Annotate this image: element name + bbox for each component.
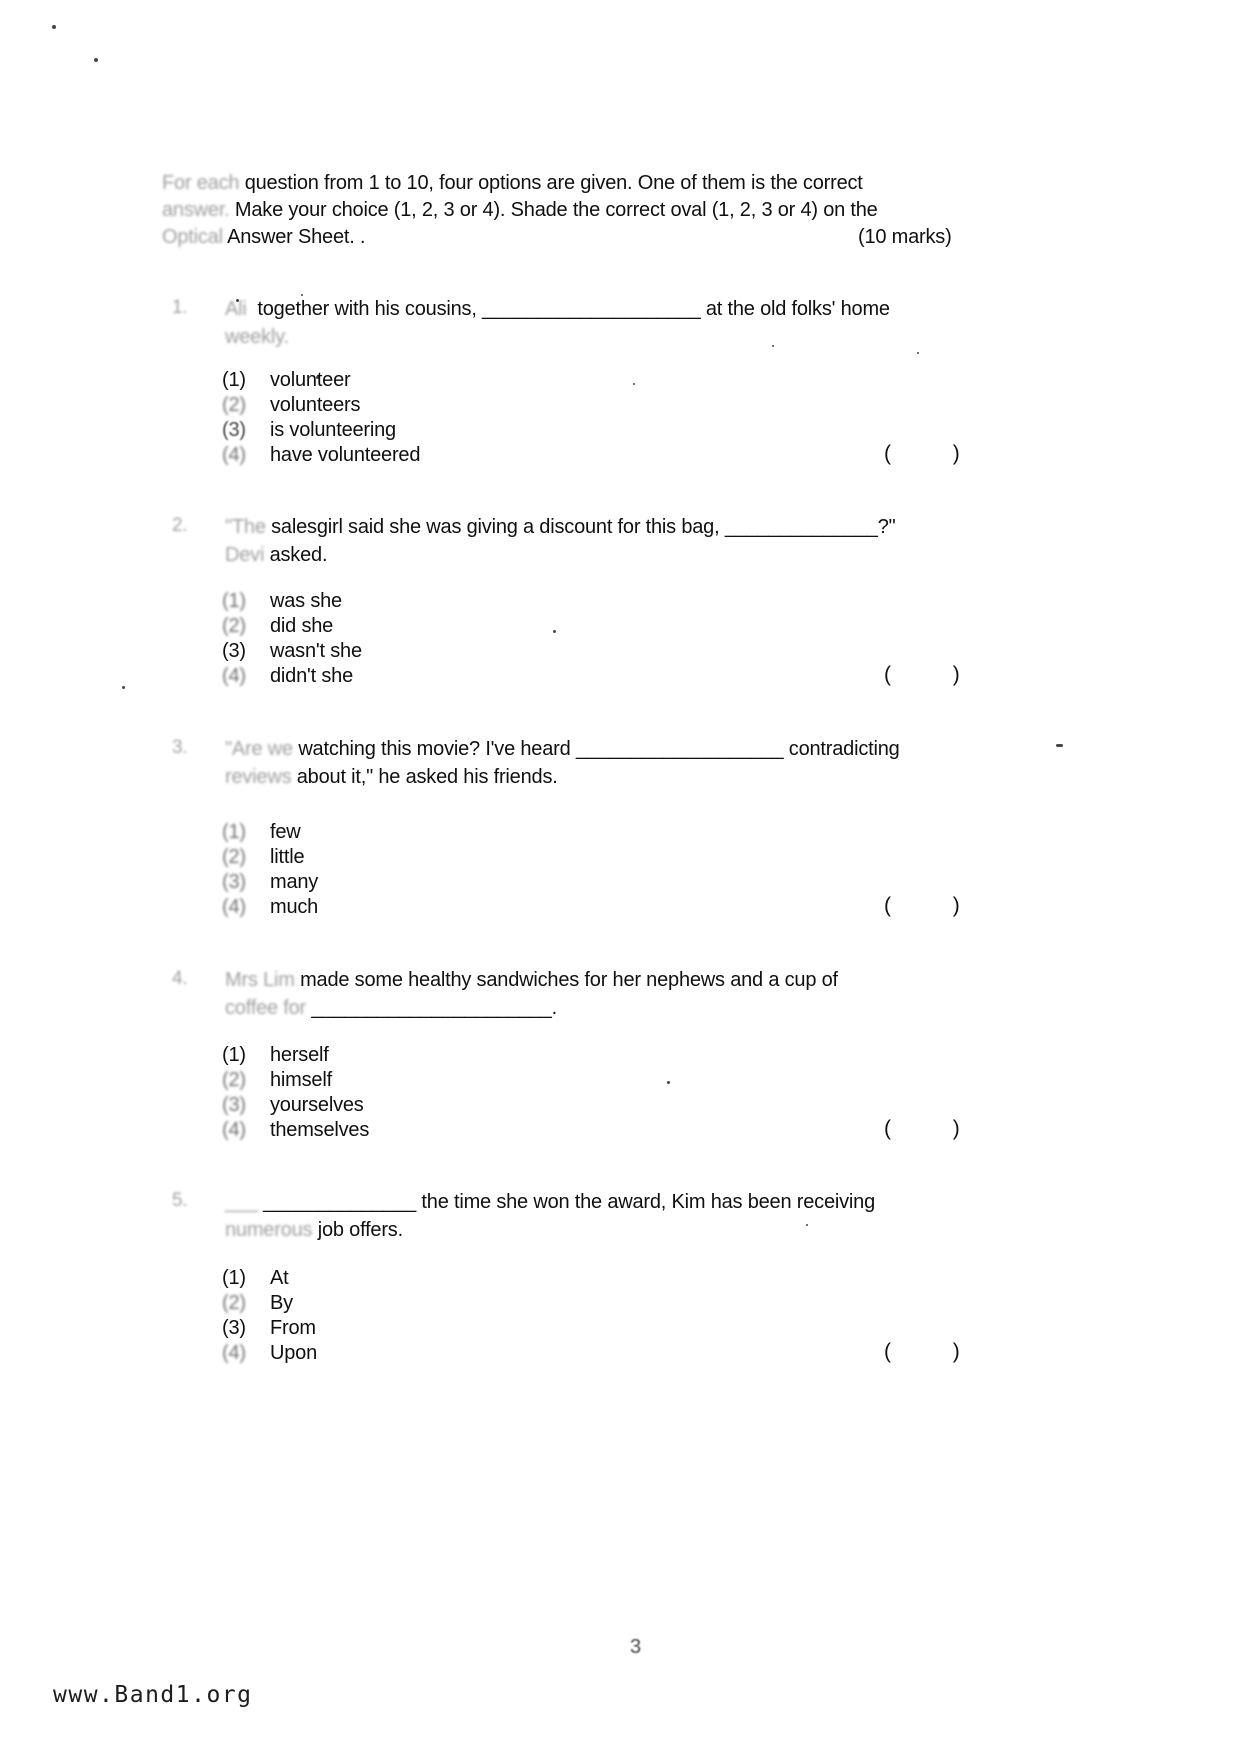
option-row xyxy=(222,664,1239,689)
option-label: (4) xyxy=(222,1119,246,1141)
option-row xyxy=(222,393,1239,418)
option-label: (2) xyxy=(222,846,246,868)
question-4 xyxy=(0,966,1239,1143)
scan-speck xyxy=(52,25,56,29)
option-label: (2) xyxy=(222,1292,246,1314)
option-text: wasn't she xyxy=(270,640,362,662)
option-text: volunteer xyxy=(270,369,351,391)
option-label: (1) xyxy=(222,821,246,843)
question-faded-text: reviews xyxy=(225,766,297,788)
option-text: didn't she xyxy=(270,665,353,687)
option-row xyxy=(222,614,1239,639)
option-row xyxy=(222,1043,1239,1068)
question-text: watching this movie? I've heard ___________________ contradicting xyxy=(298,738,900,760)
question-faded-text: coffee for xyxy=(225,997,312,1019)
answer-bracket: ( ) xyxy=(884,663,960,686)
answer-bracket: ( ) xyxy=(884,1340,960,1363)
question-sentence-line-2 xyxy=(225,994,1239,1022)
question-text: salesgirl said she was giving a discount for this bag, ______________?" xyxy=(271,516,896,538)
option-label: (4) xyxy=(222,665,246,687)
option-label: (3) xyxy=(222,640,246,662)
question-2 xyxy=(0,513,1239,689)
scan-speck xyxy=(94,58,98,62)
option-label: (4) xyxy=(222,896,246,918)
question-sentence-line-1 xyxy=(225,1188,1239,1216)
question-text: ______________________. xyxy=(311,997,558,1019)
option-label: (3) xyxy=(222,1317,246,1339)
options-list xyxy=(222,589,1239,689)
option-label: (1) xyxy=(222,1267,246,1289)
option-row xyxy=(222,1068,1239,1093)
option-text: himself xyxy=(270,1069,332,1091)
question-text: ______________ the time she won the award, Kim has been receiving xyxy=(263,1191,876,1213)
option-label: (4) xyxy=(222,1342,246,1364)
option-label: (4) xyxy=(222,444,246,466)
option-row xyxy=(222,418,1239,443)
option-text: From xyxy=(270,1317,316,1339)
option-text: much xyxy=(270,896,319,918)
option-row xyxy=(222,870,1239,895)
question-1 xyxy=(0,295,1239,468)
instruction-line-3 xyxy=(162,224,1002,251)
question-number: 3. xyxy=(172,737,188,758)
option-row xyxy=(222,820,1239,845)
option-text: volunteers xyxy=(270,394,361,416)
option-row xyxy=(222,1291,1239,1316)
option-text: By xyxy=(270,1292,293,1314)
option-row xyxy=(222,443,1239,468)
option-label: (3) xyxy=(222,419,246,441)
instruction-text: question from 1 to 10, four options are given. One of them is the correct xyxy=(244,172,863,194)
question-number: 4. xyxy=(172,968,188,989)
answer-bracket: ( ) xyxy=(884,894,960,917)
question-5 xyxy=(0,1188,1239,1366)
question-faded-text: numerous xyxy=(225,1219,318,1241)
watermark-url: www.Band1.org xyxy=(53,1682,253,1708)
instruction-line-1 xyxy=(162,170,1002,197)
options-list xyxy=(222,368,1239,468)
question-faded-text: "The xyxy=(225,516,272,538)
question-sentence-line-2 xyxy=(225,323,1239,351)
question-sentence-line-1 xyxy=(225,735,1239,763)
instruction-faded-text: For each xyxy=(162,172,245,194)
question-text: made some healthy sandwiches for her nephews and a cup of xyxy=(300,969,838,991)
option-row xyxy=(222,1316,1239,1341)
option-text: themselves xyxy=(270,1119,370,1141)
option-row xyxy=(222,1341,1239,1366)
option-text: little xyxy=(270,846,305,868)
option-text: was she xyxy=(270,590,342,612)
option-text: few xyxy=(270,821,301,843)
option-label: (2) xyxy=(222,615,246,637)
question-sentence-line-1 xyxy=(225,966,1239,994)
option-row xyxy=(222,1266,1239,1291)
question-faded-text: Ali xyxy=(225,298,252,320)
question-number: 5. xyxy=(172,1190,188,1211)
page-number: 3 xyxy=(630,1636,642,1658)
options-list xyxy=(222,1043,1239,1143)
question-faded-text: Devi xyxy=(225,544,270,566)
option-row xyxy=(222,368,1239,393)
question-faded-text: "Are we xyxy=(225,738,299,760)
option-label: (1) xyxy=(222,369,246,391)
option-row xyxy=(222,639,1239,664)
exam-instructions xyxy=(162,170,1002,251)
instruction-faded-text: Optical xyxy=(162,226,228,248)
question-text: asked. xyxy=(269,544,328,566)
question-number: 1. xyxy=(172,297,188,318)
question-sentence-line-2 xyxy=(225,541,1239,569)
question-3 xyxy=(0,735,1239,920)
option-text: many xyxy=(270,871,319,893)
question-faded-text: Mrs Lim xyxy=(225,969,301,991)
option-text: yourselves xyxy=(270,1094,364,1116)
option-label: (2) xyxy=(222,394,246,416)
question-sentence-line-2 xyxy=(225,1216,1239,1244)
option-label: (2) xyxy=(222,1069,246,1091)
instruction-faded-text: answer. xyxy=(162,199,235,221)
option-text: At xyxy=(270,1267,289,1289)
question-text: together with his cousins, ____________________ at the old folks' home xyxy=(251,298,890,320)
option-label: (3) xyxy=(222,871,246,893)
option-row xyxy=(222,845,1239,870)
instruction-text: Make your choice (1, 2, 3 or 4). Shade the correct oval (1, 2, 3 or 4) on the xyxy=(234,199,878,221)
option-text: have volunteered xyxy=(270,444,421,466)
question-sentence-line-1 xyxy=(225,513,1239,541)
option-text: herself xyxy=(270,1044,329,1066)
question-sentence-line-1 xyxy=(225,295,1239,323)
option-row xyxy=(222,1093,1239,1118)
answer-bracket: ( ) xyxy=(884,1117,960,1140)
option-row xyxy=(222,589,1239,614)
question-faded-text: weekly. xyxy=(225,326,289,348)
option-label: (3) xyxy=(222,1094,246,1116)
question-sentence-line-2 xyxy=(225,763,1239,791)
option-text: Upon xyxy=(270,1342,318,1364)
options-list xyxy=(222,820,1239,920)
question-text: job offers. xyxy=(317,1219,403,1241)
option-text: did she xyxy=(270,615,334,637)
options-list xyxy=(222,1266,1239,1366)
answer-bracket: ( ) xyxy=(884,442,960,465)
question-text: about it," he asked his friends. xyxy=(296,766,558,788)
question-faded-text: ___ xyxy=(225,1191,264,1213)
option-label: (1) xyxy=(222,1044,246,1066)
instruction-text: Answer Sheet. . xyxy=(227,226,366,248)
option-label: (1) xyxy=(222,590,246,612)
option-row xyxy=(222,895,1239,920)
instruction-line-2 xyxy=(162,197,1002,224)
option-row xyxy=(222,1118,1239,1143)
option-text: is volunteering xyxy=(270,419,396,441)
question-number: 2. xyxy=(172,515,188,536)
marks-label: (10 marks) xyxy=(858,226,952,248)
